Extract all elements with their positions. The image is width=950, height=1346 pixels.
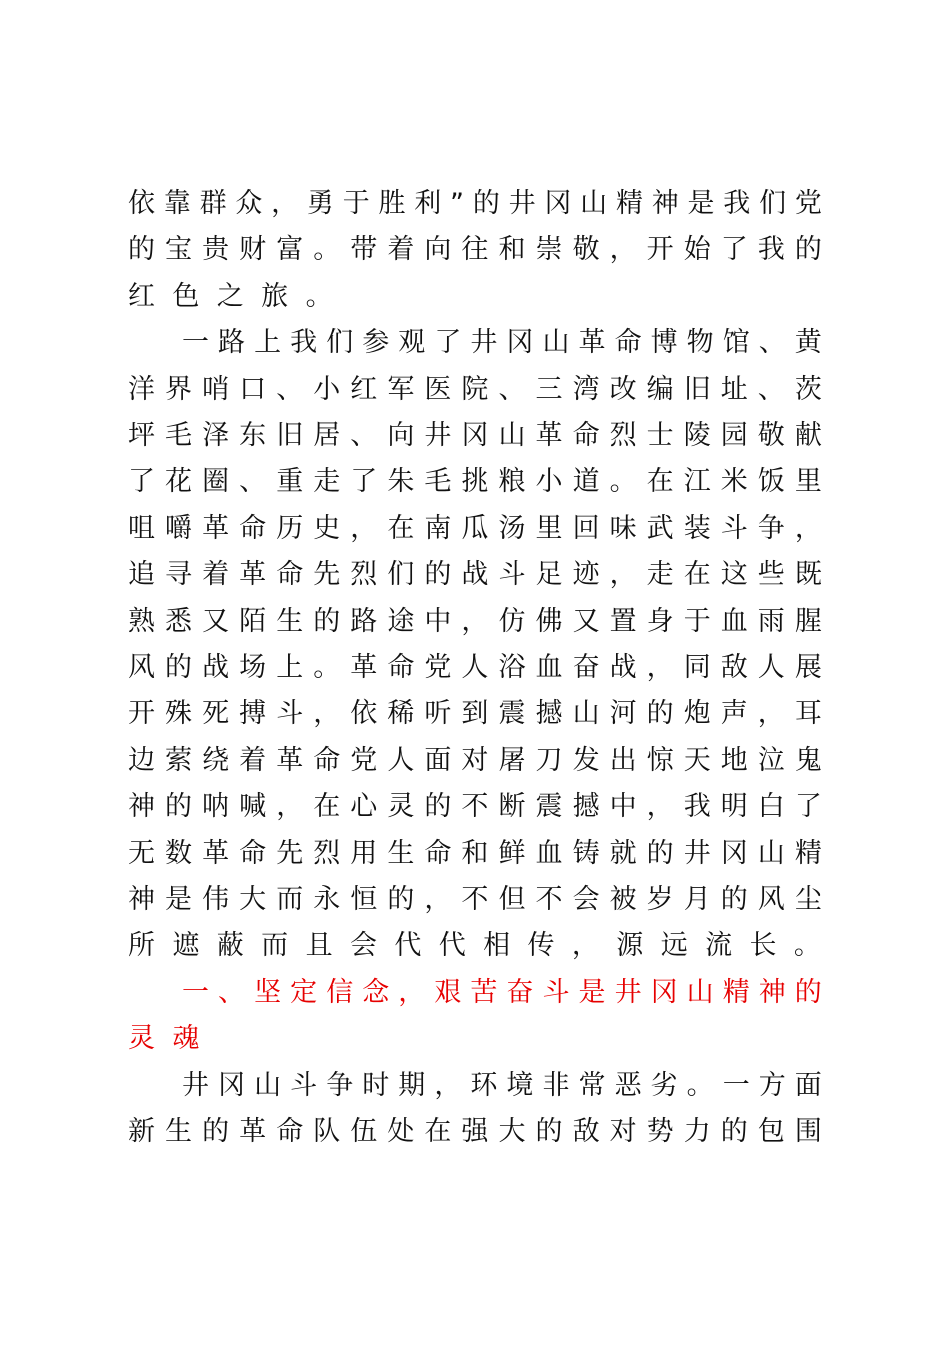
paragraph-line: 新 生 的 革 命 队 伍 处 在 强 大 的 敌 对 势 力 的 包 围 (128, 1116, 822, 1147)
paragraph-line: 风 的 战 场 上 。 革 命 党 人 浴 血 奋 战 ， 同 敌 人 展 (128, 652, 822, 683)
paragraph-line: 追 寻 着 革 命 先 烈 们 的 战 斗 足 迹 ， 走 在 这 些 既 (128, 559, 822, 591)
section-heading-line: 一 、 坚 定 信 念 ， 艰 苦 奋 斗 是 井 冈 山 精 神 的 (182, 976, 822, 1008)
paragraph-line: 神 的 呐 喊 ， 在 心 灵 的 不 断 震 撼 中 ， 我 明 白 了 (128, 791, 822, 823)
paragraph-line: 了 花 圈 、 重 走 了 朱 毛 挑 粮 小 道 。 在 江 米 饭 里 (128, 466, 822, 498)
paragraph-line: 神 是 伟 大 而 永 恒 的 ， 不 但 不 会 被 岁 月 的 风 尘 (128, 884, 822, 915)
paragraph-line: 坪 毛 泽 东 旧 居 、 向 井 冈 山 革 命 烈 士 陵 园 敬 献 (128, 420, 822, 451)
paragraph-line: 红 色 之 旅 。 (128, 280, 333, 312)
paragraph-line: 边 萦 绕 着 革 命 党 人 面 对 屠 刀 发 出 惊 天 地 泣 鬼 (128, 744, 822, 776)
section-heading-line: 灵 魂 (128, 1023, 200, 1055)
paragraph-line: 无 数 革 命 先 烈 用 生 命 和 鲜 血 铸 就 的 井 冈 山 精 (128, 837, 822, 869)
paragraph-line: 洋 界 哨 口 、 小 红 军 医 院 、 三 湾 改 编 旧 址 、 茨 (128, 373, 822, 405)
paragraph-line: 熟 悉 又 陌 生 的 路 途 中 ， 仿 佛 又 置 身 于 血 雨 腥 (128, 605, 822, 637)
paragraph-line: 一 路 上 我 们 参 观 了 井 冈 山 革 命 博 物 馆 、 黄 (182, 327, 822, 359)
paragraph-line: 开 殊 死 搏 斗 ， 依 稀 听 到 震 撼 山 河 的 炮 声 ， 耳 (128, 698, 822, 730)
paragraph-line: 所 遮 蔽 而 且 会 代 代 相 传 ， 源 远 流 长 。 (128, 930, 821, 962)
paragraph-line: 依 靠 群 众 ， 勇 于 胜 利 ” 的 井 冈 山 精 神 是 我 们 党 (128, 188, 822, 219)
paragraph-line: 咀 嚼 革 命 历 史 ， 在 南 瓜 汤 里 回 味 武 装 斗 争 ， (128, 512, 822, 544)
paragraph-line: 的 宝 贵 财 富 。 带 着 向 往 和 崇 敬 ， 开 始 了 我 的 (128, 234, 822, 266)
paragraph-line: 井 冈 山 斗 争 时 期 ， 环 境 非 常 恶 劣 。 一 方 面 (182, 1069, 822, 1101)
